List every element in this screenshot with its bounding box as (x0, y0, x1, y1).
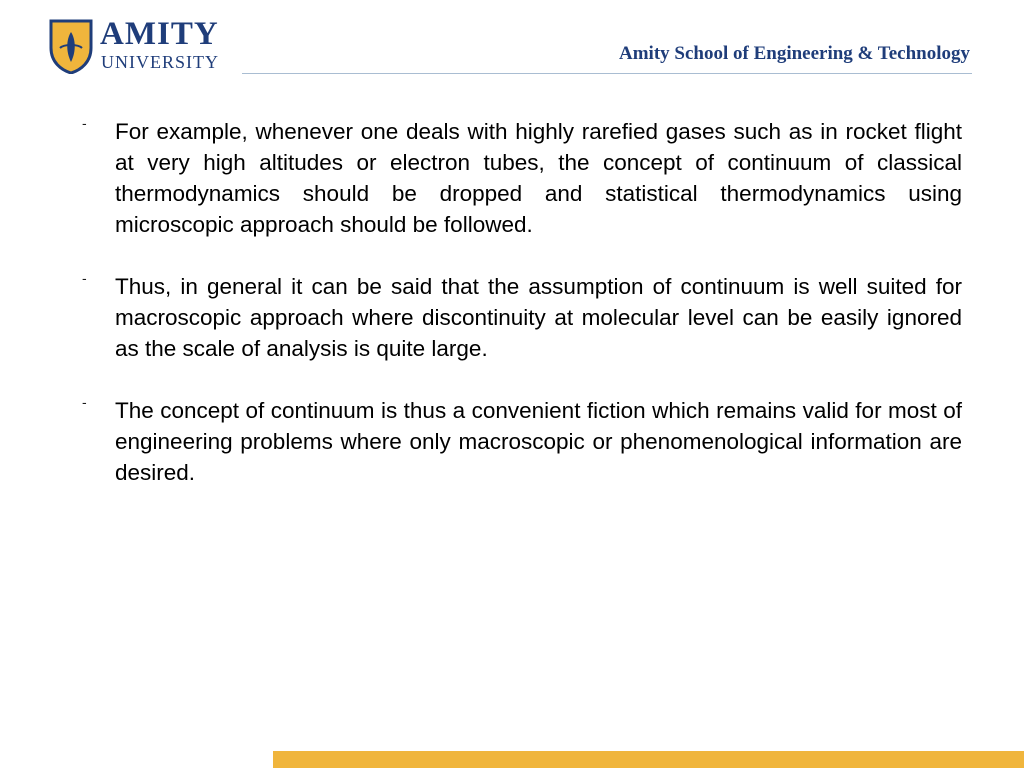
header-title: Amity School of Engineering & Technology (619, 43, 970, 64)
amity-shield-icon (48, 18, 94, 74)
bullet-marker: - (82, 270, 87, 286)
bullet-text: Thus, in general it can be said that the assumption of continuum is well suited for macroscopic approach where discontinuity at molecular level can be easily ignored as the scale of analysis is quite large. (115, 274, 962, 361)
bullet-item (82, 271, 962, 364)
slide-body (82, 116, 962, 519)
amity-logo (48, 16, 228, 76)
bullet-text: The concept of continuum is thus a convenient fiction which remains valid for most of engineering problems where only macroscopic or phenomenological information are desired. (115, 398, 962, 485)
bullet-marker: - (82, 394, 87, 410)
bullet-marker: - (82, 115, 87, 131)
header-divider (242, 73, 972, 74)
bullet-item (82, 116, 962, 240)
bullet-item (82, 395, 962, 488)
logo-wordmark: AMITY (100, 16, 219, 52)
footer-accent-bar (273, 751, 1024, 768)
logo-subtitle: UNIVERSITY (101, 52, 219, 72)
bullet-text: For example, whenever one deals with highly rarefied gases such as in rocket flight at very high altitudes or electron tubes, the concept of continuum of classical thermodynamics should be dropped and statistical thermodynamics using microscopic approach should be followed. (115, 119, 962, 237)
